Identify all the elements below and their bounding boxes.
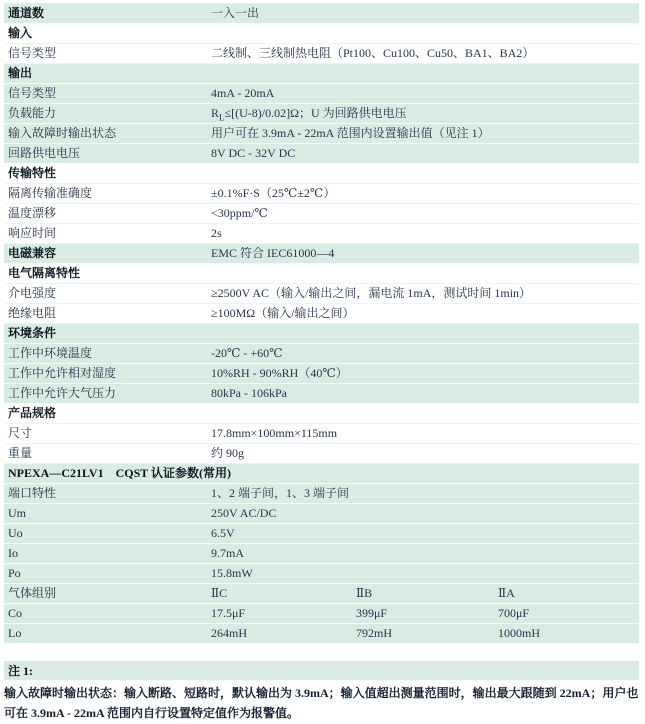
row-value: 17.8mm×100mm×115mm bbox=[211, 426, 338, 440]
row-value bbox=[211, 624, 639, 643]
row-value: 一入一出 bbox=[211, 6, 260, 20]
note-title: 注 1: bbox=[8, 664, 33, 678]
row-label: 工作中允许大气压力 bbox=[8, 386, 117, 400]
row-value-cell: 700μF bbox=[498, 606, 530, 620]
row-label: 气体组别 bbox=[8, 586, 57, 600]
spec-row bbox=[4, 544, 639, 564]
row-value-cell: ⅡC bbox=[211, 586, 228, 600]
row-value: 250V AC/DC bbox=[211, 506, 277, 520]
row-label: 尺寸 bbox=[8, 426, 33, 440]
row-label: 输入 bbox=[8, 26, 33, 40]
row-value: 二线制、三线制热电阻（Pt100、Cu100、Cu50、BA1、BA2） bbox=[211, 46, 535, 60]
row-label: 信号类型 bbox=[8, 46, 57, 60]
row-label: 隔离传输准确度 bbox=[8, 186, 93, 200]
note-text bbox=[4, 683, 641, 723]
row-value: $R_L\le[(U-8)/0.02]\Omega$；U 为回路供电电压 bbox=[211, 106, 407, 123]
row-label: 端口特性 bbox=[8, 486, 57, 500]
row-label: 传输特性 bbox=[8, 166, 57, 180]
spec-row bbox=[4, 484, 639, 504]
row-value-cell: ⅡA bbox=[498, 586, 515, 600]
spec-row bbox=[4, 344, 639, 364]
row-value-cell: 1000mH bbox=[498, 626, 540, 640]
row-label: 电磁兼容 bbox=[8, 246, 57, 260]
row-value: 1、2 端子间，1、3 端子间 bbox=[211, 486, 350, 500]
row-label: 负载能力 bbox=[8, 106, 57, 120]
spec-row bbox=[4, 224, 639, 244]
spec-row bbox=[4, 384, 639, 404]
row-label: 产品规格 bbox=[8, 406, 57, 420]
spec-row bbox=[4, 84, 639, 104]
row-value-cell: 17.5μF bbox=[211, 606, 246, 620]
spec-row bbox=[4, 524, 639, 544]
row-label: Um bbox=[8, 506, 26, 520]
row-label: Co bbox=[8, 606, 23, 620]
spec-row bbox=[4, 304, 639, 324]
row-label: Uo bbox=[8, 526, 23, 540]
row-label: 环境条件 bbox=[8, 326, 57, 340]
section-header-row bbox=[4, 24, 639, 44]
row-label: 温度漂移 bbox=[8, 206, 57, 220]
row-value: ±0.1%F·S（25℃±2℃） bbox=[211, 186, 336, 200]
spec-row bbox=[4, 124, 639, 144]
row-label: 响应时间 bbox=[8, 226, 57, 240]
row-value-cell: ⅡB bbox=[356, 586, 373, 600]
spec-row bbox=[4, 604, 639, 624]
row-value: 10%RH - 90%RH（40℃） bbox=[211, 366, 348, 380]
row-value: ≥100MΩ（输入/输出之间） bbox=[211, 306, 355, 320]
row-label: 重量 bbox=[8, 446, 33, 460]
spec-row bbox=[4, 44, 639, 64]
spec-row bbox=[4, 204, 639, 224]
row-label: 输入故障时输出状态 bbox=[8, 126, 117, 140]
spec-row bbox=[4, 244, 639, 264]
note-title-row bbox=[4, 661, 639, 681]
spec-row bbox=[4, 584, 639, 604]
row-value-cell: 399μF bbox=[356, 606, 388, 620]
section-header-row bbox=[4, 324, 639, 344]
spec-row bbox=[4, 424, 639, 444]
row-value: 2s bbox=[211, 226, 222, 240]
row-value-cell: 792mH bbox=[356, 626, 392, 640]
spec-row bbox=[4, 104, 639, 124]
spec-row bbox=[4, 4, 639, 24]
spec-row bbox=[4, 144, 639, 164]
row-value: <30ppm/℃ bbox=[211, 206, 268, 220]
section-header-row bbox=[4, 404, 639, 424]
row-value: 4mA - 20mA bbox=[211, 86, 275, 100]
row-label: 介电强度 bbox=[8, 286, 57, 300]
row-value: 9.7mA bbox=[211, 546, 244, 560]
row-value-cell: 264mH bbox=[211, 626, 247, 640]
row-label: 回路供电电压 bbox=[8, 146, 81, 160]
row-value: 约 90g bbox=[211, 446, 245, 460]
row-label: Po bbox=[8, 566, 21, 580]
row-label: 电气隔离特性 bbox=[8, 266, 81, 280]
spec-table bbox=[4, 3, 639, 644]
row-value: 8V DC - 32V DC bbox=[211, 146, 296, 160]
spec-row bbox=[4, 284, 639, 304]
section-header-row bbox=[4, 264, 639, 284]
row-label: 通道数 bbox=[8, 6, 45, 20]
section-header-row bbox=[4, 464, 639, 484]
spec-row bbox=[4, 624, 639, 644]
section-header-row bbox=[4, 64, 639, 84]
row-label: 工作中环境温度 bbox=[8, 346, 93, 360]
row-value: 6.5V bbox=[211, 526, 235, 540]
note-line-1: 输入故障时输出状态：输入断路、短路时，默认输出为 3.9mA；输入值超出测量范围时，输出最大跟随到 22mA；用户也 bbox=[4, 686, 639, 700]
row-value: 用户可在 3.9mA - 22mA 范围内设置输出值（见注 1） bbox=[211, 126, 490, 140]
spec-row bbox=[4, 564, 639, 584]
row-value: 15.8mW bbox=[211, 566, 253, 580]
row-value: ≥2500V AC（输入/输出之间，漏电流 1mA，测试时间 1min） bbox=[211, 286, 532, 300]
spec-row bbox=[4, 184, 639, 204]
section-header-row bbox=[4, 164, 639, 184]
row-value: -20℃ - +60℃ bbox=[211, 346, 283, 360]
row-label: 输出 bbox=[8, 66, 33, 80]
note-line-2: 可在 3.9mA - 22mA 范围内自行设置特定值作为报警值。 bbox=[4, 706, 299, 720]
row-label: 工作中允许相对湿度 bbox=[8, 366, 117, 380]
row-label: 信号类型 bbox=[8, 86, 57, 100]
row-value bbox=[211, 604, 639, 623]
row-value: 80kPa - 106kPa bbox=[211, 386, 287, 400]
row-label: Io bbox=[8, 546, 18, 560]
spec-row bbox=[4, 504, 639, 524]
row-label: NPEXA—C21LV1 CQST 认证参数(常用) bbox=[8, 466, 232, 480]
spec-row bbox=[4, 444, 639, 464]
spec-row bbox=[4, 364, 639, 384]
row-value bbox=[211, 584, 639, 603]
row-value: EMC 符合 IEC61000—4 bbox=[211, 246, 335, 260]
row-label: Lo bbox=[8, 626, 22, 640]
row-label: 绝缘电阻 bbox=[8, 306, 57, 320]
